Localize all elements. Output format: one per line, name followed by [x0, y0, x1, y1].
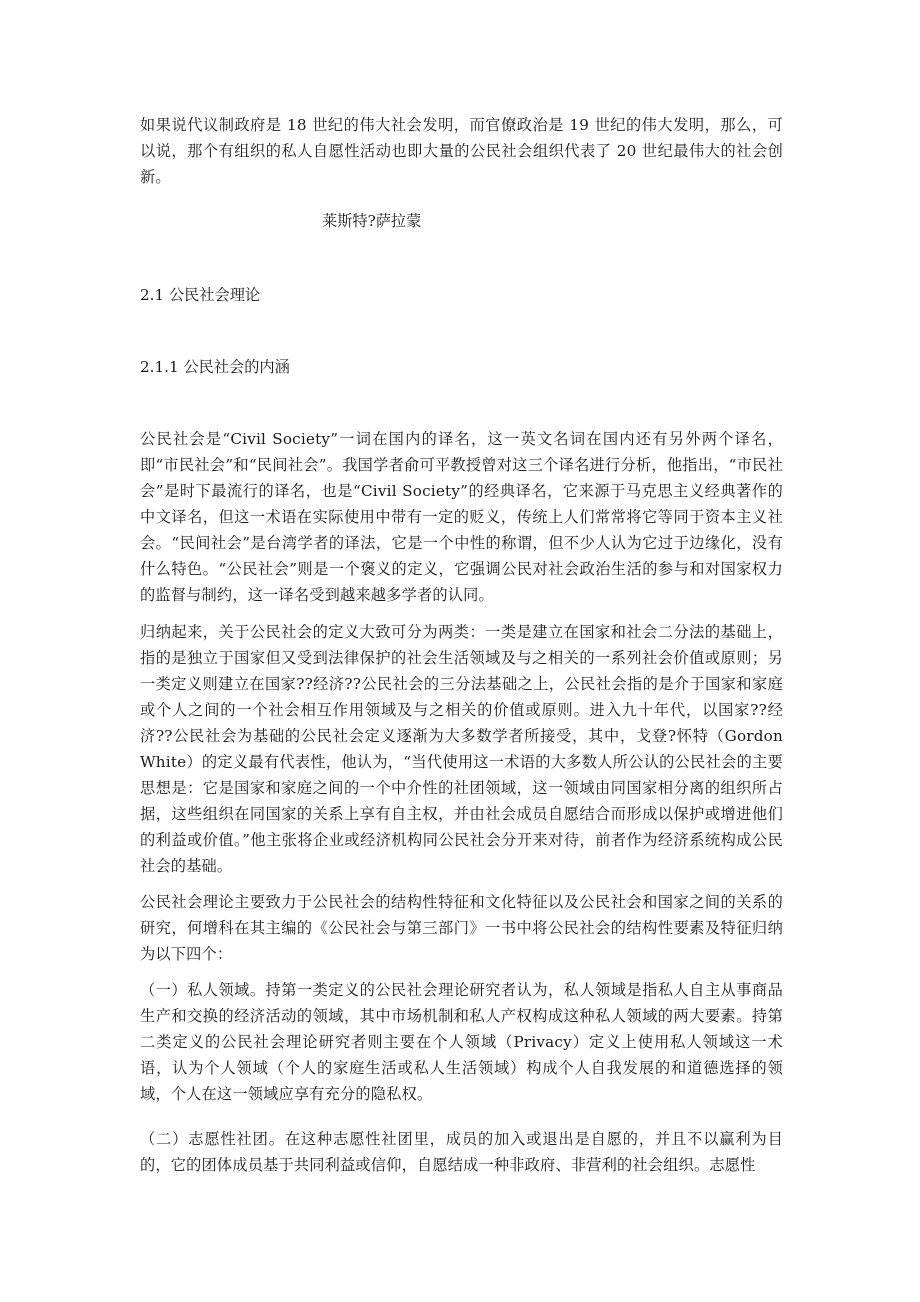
paragraph-definitions: 归纳起来，关于公民社会的定义大致可分为两类：一类是建立在国家和社会二分法的基础上，指的是独立于国家但又受到法律保护的社会生活领域及与之相关的一系列社会价值或原则；另一类定义则建立在国家??经济??公民社会的三分法基础之上，公民社会指的是介于国家和家庭或个人之间的一个社会相互作用领域及与之相关的价值或原则。进入九十年代，以国家??经济??公民社会为基础的公民社会定义逐渐为大多数学者所接受，其中，戈登?怀特（Gordon White）的定义最有代表性，他认为，“当代使用这一术语的大多数人所公认的公民社会的主要思想是：它是国家和家庭之间的一个中介性的社团领域，这一领域由同国家相分离的组织所占据，这些组织在同国家的关系上享有自主权，并由社会成员自愿结合而形成以保护或增进他们的利益或价值。”他主张将企业或经济机构同公民社会分开来对待，前者作为经济系统构成公民社会的基础。	[140, 623, 783, 875]
section-heading: 2.1 公民社会理论	[140, 286, 261, 304]
subsection-heading: 2.1.1 公民社会的内涵	[140, 358, 290, 376]
quote-author: 莱斯特?萨拉蒙	[322, 212, 422, 230]
paragraph-structure: 公民社会理论主要致力于公民社会的结构性特征和文化特征以及公民社会和国家之间的关系的研究，何增科在其主编的《公民社会与第三部门》一书中将公民社会的结构性要素及特征归纳为以下四个：	[140, 893, 783, 963]
opening-quote: 如果说代议制政府是 18 世纪的伟大社会发明，而官僚政治是 19 世纪的伟大发明，那么，可以说，那个有组织的私人自愿性活动也即大量的公民社会组织代表了 20 世纪最伟大的社会创新。	[140, 116, 783, 186]
paragraph-voluntary-associations: （二）志愿性社团。在这种志愿性社团里，成员的加入或退出是自愿的，并且不以赢利为目的，它的团体成员基于共同利益或信仰，自愿结成一种非政府、非营利的社会组织。志愿性	[140, 1130, 783, 1174]
paragraph-translation: 公民社会是“Civil Society”一词在国内的译名，这一英文名词在国内还有另外两个译名，即“市民社会”和“民间社会”。我国学者俞可平教授曾对这三个译名进行分析，他指出，“市民社会”是时下最流行的译名，也是“Civil Society”的经典译名，它来源于马克思主义经典著作的中文译名，但这一术语在实际使用中带有一定的贬义，传统上人们常常将它等同于资本主义社会。“民间社会”是台湾学者的译法，它是一个中性的称谓，但不少人认为它过于边缘化，没有什么特色。“公民社会”则是一个褒义的定义，它强调公民对社会政治生活的参与和对国家权力的监督与制约，这一译名受到越来越多学者的认同。	[140, 430, 783, 604]
paragraph-private-sphere: （一）私人领域。持第一类定义的公民社会理论研究者认为，私人领域是指私人自主从事商品生产和交换的经济活动的领域，其中市场机制和私人产权构成这种私人领域的两大要素。持第二类定义的公民社会理论研究者则主要在个人领域（Privacy）定义上使用私人领域这一术语，认为个人领域（个人的家庭生活或私人生活领域）构成个人自我发展的和道德选择的领域，个人在这一领域应享有充分的隐私权。	[140, 981, 783, 1103]
